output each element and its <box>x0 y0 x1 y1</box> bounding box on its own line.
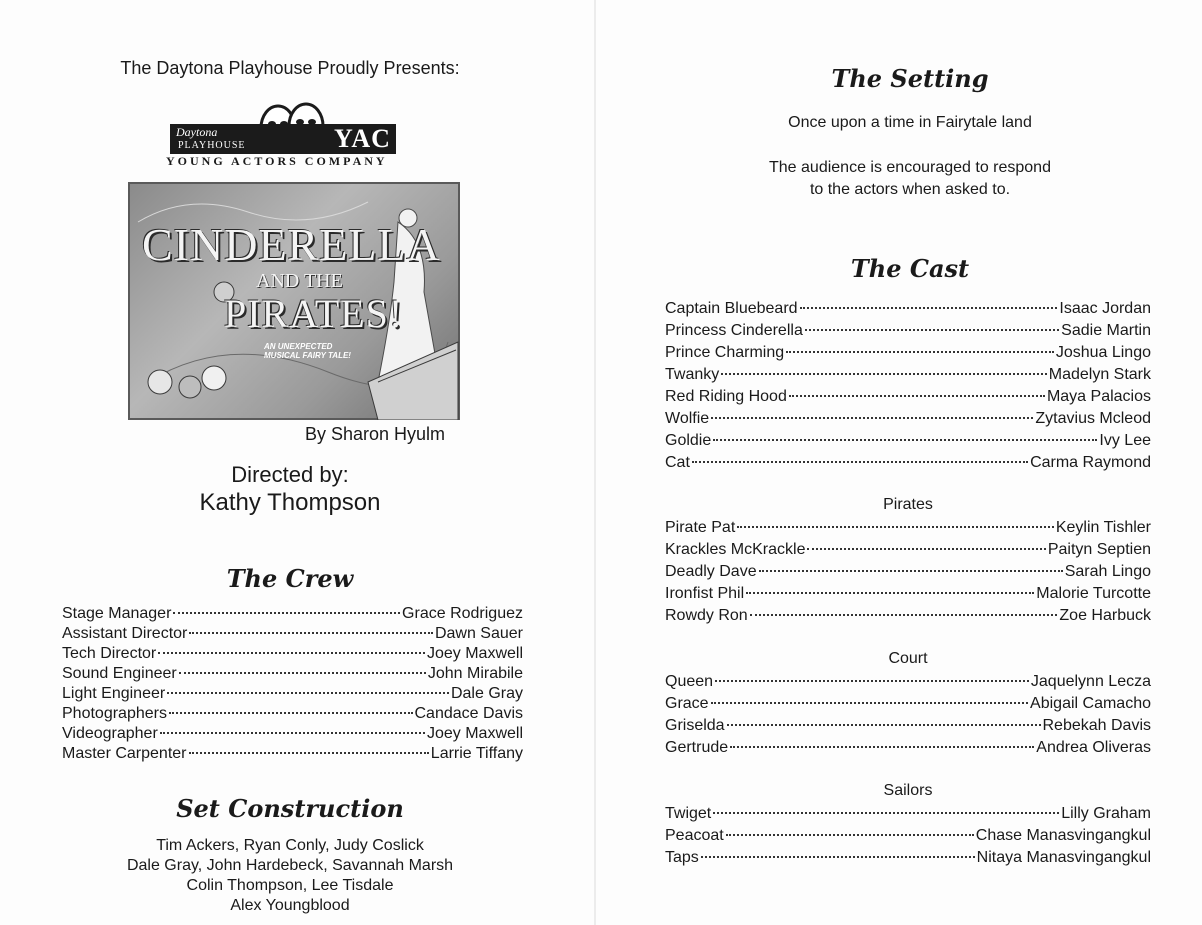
dot-leader <box>692 461 1028 463</box>
credit-role: Gertrude <box>665 739 729 756</box>
credit-row <box>665 715 1151 737</box>
credit-role: Taps <box>665 849 699 866</box>
logo-playhouse-name: Daytona <box>176 125 218 139</box>
credit-role: Queen <box>665 673 714 690</box>
credit-role: Krackles McKrackle <box>665 541 806 558</box>
setting-text: Once upon a time in Fairytale land <box>788 114 1032 131</box>
credit-row <box>62 684 523 704</box>
court-cast-list <box>665 671 1151 759</box>
credit-row <box>665 583 1151 605</box>
dot-leader <box>711 417 1033 419</box>
credit-row <box>665 671 1151 693</box>
logo-playhouse-word: PLAYHOUSE <box>178 140 246 151</box>
dot-leader <box>160 732 425 734</box>
credit-row <box>665 364 1151 386</box>
credit-name: Lilly Graham <box>1061 805 1151 822</box>
logo-company-name: YOUNG ACTORS COMPANY <box>166 154 388 168</box>
credit-name: Keylin Tishler <box>1055 519 1151 536</box>
credit-row <box>665 386 1151 408</box>
poster-tagline: AN UNEXPECTED MUSICAL FAIRY TALE! <box>264 342 351 360</box>
credit-role: Prince Charming <box>665 344 785 361</box>
poster-title-and-the: AND THE <box>256 270 343 292</box>
credit-row <box>665 737 1151 759</box>
credit-role: Stage Manager <box>62 605 172 622</box>
set-construction-heading: Set Construction <box>176 794 404 823</box>
credit-name: Chase Manasvingangkul <box>975 827 1151 844</box>
dot-leader <box>189 632 433 634</box>
credit-row <box>665 342 1151 364</box>
dot-leader <box>713 439 1097 441</box>
credit-row <box>665 430 1151 452</box>
set-construction-line: Tim Ackers, Ryan Conly, Judy Coslick <box>156 837 424 854</box>
dot-leader <box>713 812 1059 814</box>
credit-row <box>62 704 523 724</box>
audience-note-line: to the actors when asked to. <box>809 181 1011 198</box>
dot-leader <box>730 746 1034 748</box>
credit-row <box>62 644 523 664</box>
main-cast-list <box>665 298 1151 474</box>
credit-name: John Mirabile <box>427 665 523 682</box>
credit-role: Twiget <box>665 805 712 822</box>
set-construction-line: Alex Youngblood <box>230 897 350 914</box>
playhouse-logo <box>166 98 410 168</box>
credit-role: Assistant Director <box>62 625 188 642</box>
credit-name: Madelyn Stark <box>1048 366 1151 383</box>
pirates-cast-list <box>665 517 1151 627</box>
credit-name: Andrea Oliveras <box>1036 739 1151 756</box>
credit-name: Rebekah Davis <box>1042 717 1151 734</box>
credit-name: Nitaya Manasvingangkul <box>976 849 1151 866</box>
dot-leader <box>786 351 1054 353</box>
credit-name: Malorie Turcotte <box>1036 585 1151 602</box>
credit-name: Sarah Lingo <box>1064 563 1151 580</box>
credit-row <box>665 408 1151 430</box>
credit-row <box>665 803 1151 825</box>
dot-leader <box>715 680 1029 682</box>
audience-note-line: The audience is encouraged to respond <box>769 159 1051 176</box>
show-poster <box>128 182 460 420</box>
credit-name: Larrie Tiffany <box>430 745 523 762</box>
credit-row <box>665 847 1151 869</box>
credit-role: Griselda <box>665 717 725 734</box>
dot-leader <box>167 692 449 694</box>
dot-leader <box>746 592 1034 594</box>
credit-name: Zoe Harbuck <box>1059 607 1151 624</box>
credit-row <box>665 320 1151 342</box>
credit-row <box>665 517 1151 539</box>
director-name: Kathy Thompson <box>199 489 381 516</box>
dot-leader <box>158 652 425 654</box>
dot-leader <box>701 856 975 858</box>
credit-row <box>665 298 1151 320</box>
dot-leader <box>721 373 1046 375</box>
credit-role: Photographers <box>62 705 167 722</box>
credit-name: Isaac Jordan <box>1059 300 1151 317</box>
credit-name: Joey Maxwell <box>426 645 523 662</box>
credit-name: Candace Davis <box>414 705 523 722</box>
credit-row <box>665 539 1151 561</box>
dot-leader <box>805 329 1059 331</box>
dot-leader <box>169 712 413 714</box>
court-heading: Court <box>888 650 928 667</box>
dot-leader <box>759 570 1063 572</box>
sailors-heading: Sailors <box>883 782 933 799</box>
credit-name: Grace Rodriguez <box>402 605 523 622</box>
poster-title-pirates: PIRATES! <box>224 291 404 336</box>
dot-leader <box>800 307 1058 309</box>
dot-leader <box>807 548 1045 550</box>
credit-name: Abigail Camacho <box>1030 695 1151 712</box>
presents-line: The Daytona Playhouse Proudly Presents: <box>120 58 460 78</box>
credit-role: Rowdy Ron <box>665 607 748 624</box>
set-construction-names <box>100 836 480 916</box>
credit-role: Grace <box>665 695 709 712</box>
credit-name: Joey Maxwell <box>426 725 523 742</box>
credit-name: Ivy Lee <box>1099 432 1151 449</box>
credit-role: Red Riding Hood <box>665 388 787 405</box>
setting-heading: The Setting <box>831 64 989 93</box>
credit-row <box>665 561 1151 583</box>
credit-role: Peacoat <box>665 827 724 844</box>
directed-by-label: Directed by: <box>231 462 349 487</box>
poster-title-cinderella: CINDERELLA <box>142 219 441 270</box>
set-construction-line: Colin Thompson, Lee Tisdale <box>186 877 394 894</box>
dot-leader <box>789 395 1045 397</box>
credit-row <box>62 624 523 644</box>
credit-role: Cat <box>665 454 690 471</box>
credit-name: Paityn Septien <box>1047 541 1151 558</box>
credit-role: Light Engineer <box>62 685 166 702</box>
credit-name: Dale Gray <box>450 685 523 702</box>
credit-name: Maya Palacios <box>1046 388 1151 405</box>
credit-name: Carma Raymond <box>1030 454 1151 471</box>
dot-leader <box>727 724 1041 726</box>
crew-list <box>62 604 523 764</box>
author-credit: By Sharon Hyulm <box>304 424 446 444</box>
credit-row <box>665 452 1151 474</box>
credit-role: Wolfie <box>665 410 710 427</box>
sailors-cast-list <box>665 803 1151 869</box>
credit-row <box>665 693 1151 715</box>
set-construction-line: Dale Gray, John Hardebeck, Savannah Marsh <box>126 857 454 874</box>
dot-leader <box>750 614 1058 616</box>
credit-role: Captain Bluebeard <box>665 300 798 317</box>
credit-row <box>62 724 523 744</box>
credit-name: Sadie Martin <box>1061 322 1151 339</box>
dot-leader <box>737 526 1054 528</box>
cast-heading: The Cast <box>850 254 970 283</box>
dot-leader <box>711 702 1028 704</box>
credit-row <box>62 664 523 684</box>
dot-leader <box>726 834 974 836</box>
credit-row <box>665 605 1151 627</box>
dot-leader <box>189 752 429 754</box>
credit-role: Ironfist Phil <box>665 585 745 602</box>
dot-leader <box>173 612 400 614</box>
credit-role: Pirate Pat <box>665 519 736 536</box>
credit-role: Princess Cinderella <box>665 322 803 339</box>
credit-name: Dawn Sauer <box>434 625 523 642</box>
credit-role: Goldie <box>665 432 712 449</box>
credit-row <box>62 744 523 764</box>
credit-role: Sound Engineer <box>62 665 177 682</box>
audience-note <box>740 157 1080 201</box>
credit-role: Master Carpenter <box>62 745 187 762</box>
credit-role: Tech Director <box>62 645 157 662</box>
credit-role: Deadly Dave <box>665 563 757 580</box>
credit-name: Zytavius Mcleod <box>1035 410 1151 427</box>
pirates-heading: Pirates <box>883 496 933 513</box>
logo-yac: YAC <box>334 124 391 153</box>
credit-name: Joshua Lingo <box>1055 344 1151 361</box>
credit-row <box>665 825 1151 847</box>
page-fold <box>594 0 596 925</box>
credit-name: Jaquelynn Lecza <box>1030 673 1151 690</box>
credit-row <box>62 604 523 624</box>
credit-role: Videographer <box>62 725 158 742</box>
crew-heading: The Crew <box>226 564 354 593</box>
dot-leader <box>179 672 426 674</box>
credit-role: Twanky <box>665 366 720 383</box>
